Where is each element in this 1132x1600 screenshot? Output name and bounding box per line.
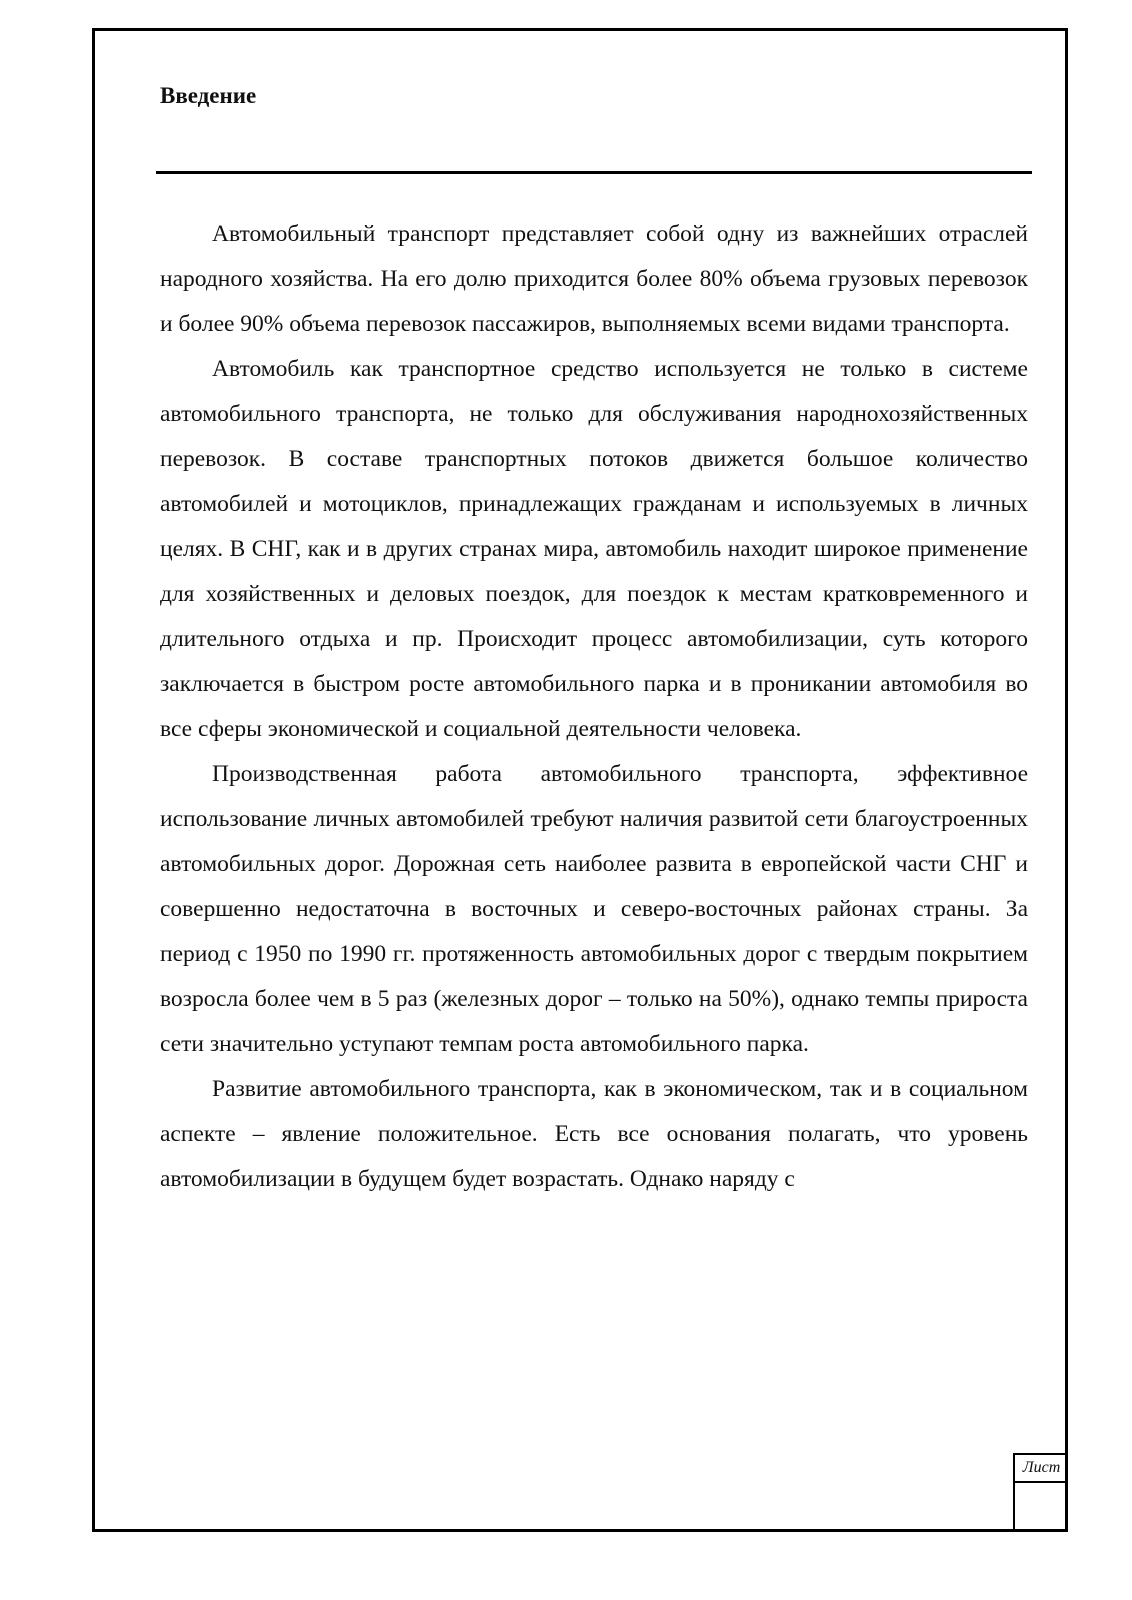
sheet-number-stamp [1013,1453,1068,1532]
sheet-label: Лист [1015,1455,1068,1483]
paragraph-3: Производственная работа автомобильного транспорта, эффективное использование личных автомобилей требуют наличия развитой сети благоустроенных автомобильных дорог. Дорожная сеть наиболее развита в европейской части СНГ и совершенно недостаточна в восточных и северо-восточных районах страны. За период с 1950 по 1990 гг. протяженность автомобильных дорог с твердым покрытием возросла более чем в 5 раз (железных дорог – только на 50%), однако темпы прироста сети значительно уступают темпам роста автомобильного парка. [160,761,1028,1057]
section-heading: Введение [160,83,257,108]
document-body [160,212,1028,1202]
paragraph-2: Автомобиль как транспортное средство используется не только в системе автомобильного транспорта, не только для обслуживания народнохозяйственных перевозок. В составе транспортных потоков движется большое количество автомобилей и мотоциклов, принадлежащих гражданам и используемых в личных целях. В СНГ, как и в других странах мира, автомобиль находит широкое применение для хозяйственных и деловых поездок, для поездок к местам кратковременного и длительного отдыха и пр. Происходит процесс автомобилизации, суть которого заключается в быстром росте автомобильного парка и в проникании автомобиля во все сферы экономической и социальной деятельности человека. [160,356,1028,742]
heading-underline [156,171,1032,174]
paragraph-1: Автомобильный транспорт представляет собой одну из важнейших отраслей народного хозяйства. На его долю приходится более 80% объема грузовых перевозок и более 90% объема перевозок пассажиров, выполняемых всеми видами транспорта. [160,221,1028,337]
paragraph-4: Развитие автомобильного транспорта, как в экономическом, так и в социальном аспекте – явление положительное. Есть все основания полагать, что уровень автомобилизации в будущем будет возрастать. Однако наряду с [160,1076,1028,1192]
